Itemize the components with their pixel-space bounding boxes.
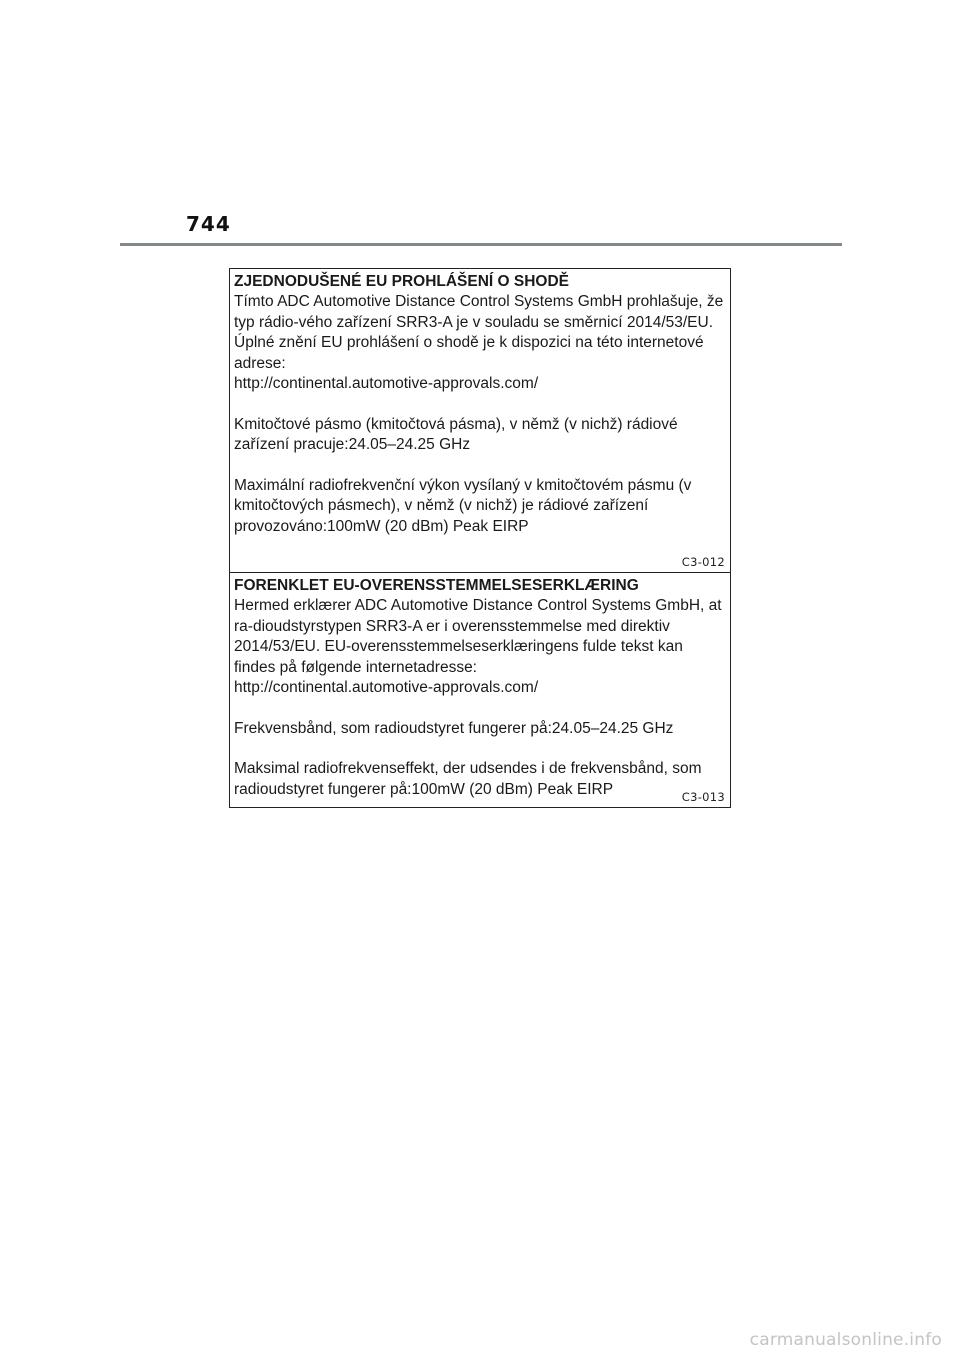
label-code: C3-012	[681, 555, 725, 569]
watermark: carmanualsonline.info	[749, 1330, 942, 1350]
header-rule	[120, 243, 842, 246]
section-title: FORENKLET EU-OVERENSSTEMMELSESERKLÆRING	[234, 577, 639, 594]
page-number: 744	[186, 212, 231, 236]
frequency-band-text: Kmitočtové pásmo (kmitočtová pásma), v němž (v nichž) rádiové zařízení pracuje:24.05–24.25 GHz	[234, 415, 678, 453]
declaration-url: http://continental.automotive-approvals.com/	[234, 679, 539, 696]
frequency-band-text: Frekvensbånd, som radioudstyret fungerer på:24.05–24.25 GHz	[234, 719, 674, 737]
declaration-section-danish	[230, 572, 730, 807]
max-power-text: Maximální radiofrekvenční výkon vysílaný v kmitočtovém pásmu (v kmitočtových pásmech), v němž (v nichž) je rádiové zařízení provozováno:100mW (20 dBm) Peak EIRP	[234, 476, 692, 535]
declaration-url: http://continental.automotive-approvals.com/	[234, 375, 539, 392]
declaration-intro: Tímto ADC Automotive Distance Control Systems GmbH prohlašuje, že typ rádio-vého zařízení SRR3-A je v souladu se směrnicí 2014/53/EU. Úplné znění EU prohlášení o shodě je k dispozici na této internetové adrese:	[234, 293, 724, 372]
max-power-text: Maksimal radiofrekvenseffekt, der udsendes i de frekvensbånd, som radioudstyret fungerer på:100mW (20 dBm) Peak EIRP	[234, 760, 702, 798]
label-code: C3-013	[681, 790, 725, 804]
declaration-label-box	[229, 268, 731, 808]
declaration-intro: Hermed erklærer ADC Automotive Distance Control Systems GmbH, at ra-dioudstyrstypen SRR3-A er i overensstemmelse med direktiv 2014/53/EU. EU-overensstemmelseserklæringens fulde tekst kan findes på følgende internetadresse:	[234, 597, 722, 676]
section-title: ZJEDNODUŠENÉ EU PROHLÁŠENÍ O SHODĚ	[234, 273, 570, 290]
declaration-section-czech	[230, 269, 730, 572]
